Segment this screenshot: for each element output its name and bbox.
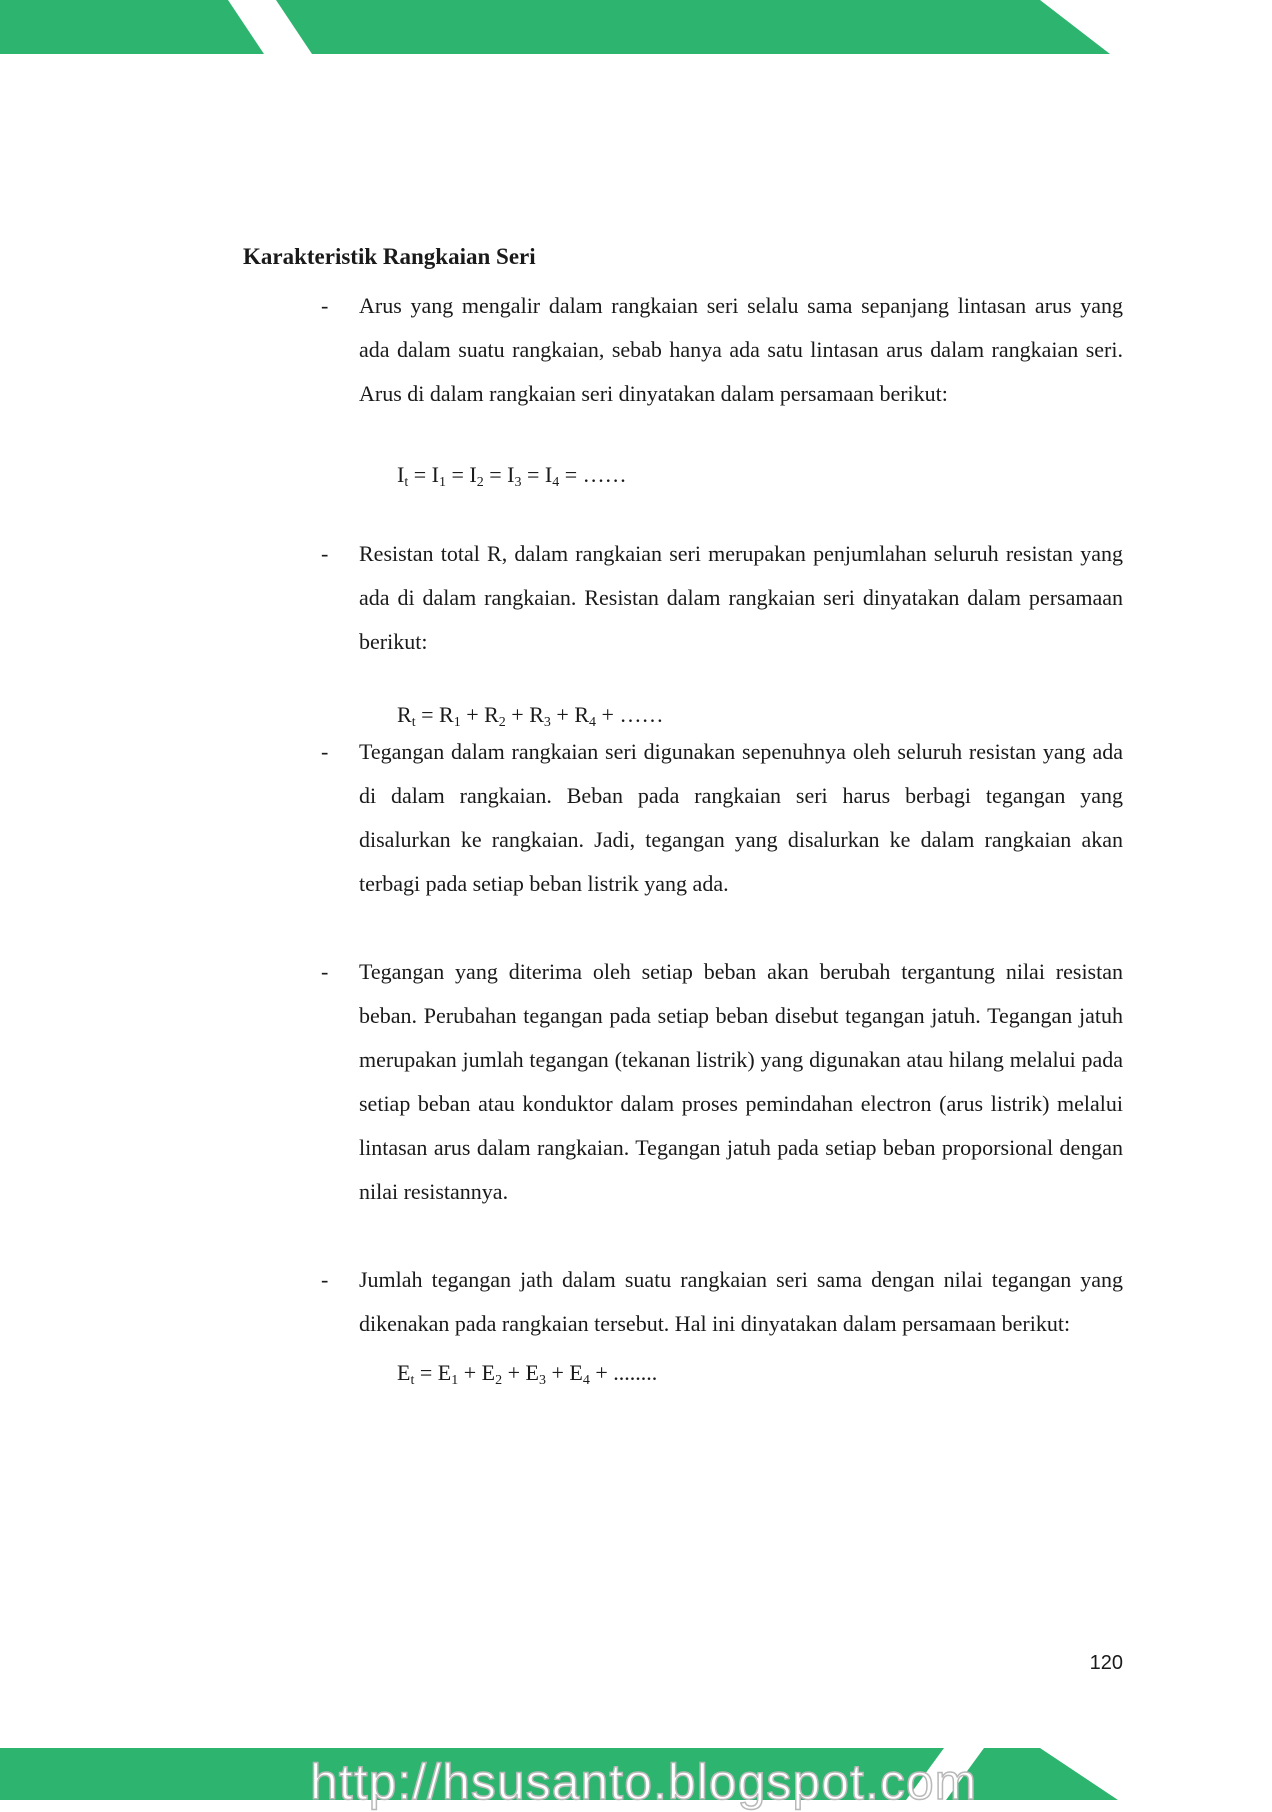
bullet-dash: - [321, 293, 329, 318]
top-band-main-segment [276, 0, 1110, 54]
item-text: Tegangan yang diterima oleh setiap beban akan berubah tergantung nilai resistan beban. Perubahan tegangan pada setiap beban disebut tegangan jatuh. Tegangan jatuh merupakan jumlah tegangan (tekanan listrik) yang digunakan atau hilang melalui pada setiap beban atau konduktor dalam proses pemindahan electron (arus listrik) melalui lintasan arus dalam rangkaian. Tegangan jatuh pada setiap beban proporsional dengan nilai resistannya. [359, 959, 1123, 1204]
top-band-left-segment [0, 0, 264, 54]
page-content [243, 242, 1123, 1388]
list-item [321, 950, 1123, 1214]
bullet-dash: - [321, 541, 329, 566]
list-item [321, 284, 1123, 416]
top-decorative-band [0, 0, 1272, 56]
bullet-dash: - [321, 739, 329, 764]
item-text: Jumlah tegangan jath dalam suatu rangkaian seri sama dengan nilai tegangan yang dikenakan pada rangkaian tersebut. Hal ini dinyatakan dalam persamaan berikut: [359, 1267, 1123, 1336]
section-heading: Karakteristik Rangkaian Seri [243, 244, 536, 269]
list-item [321, 532, 1123, 664]
list-item [321, 730, 1123, 906]
resistance-equation: $R_t = R_1 + R_2 + R_3 + R_4$ + …… [397, 702, 664, 730]
bullet-dash: - [321, 959, 329, 984]
current-equation: $I_t = I_1 = I_2 = I_3 = I_4$ = …… [397, 462, 627, 490]
watermark-url: http://hsusanto.blogspot.com [310, 1754, 978, 1810]
item-text: Resistan total R, dalam rangkaian seri merupakan penjumlahan seluruh resistan yang ada di dalam rangkaian. Resistan dalam rangkaian seri dinyatakan dalam persamaan berikut: [359, 541, 1123, 654]
list-item [321, 1258, 1123, 1346]
bullet-dash: - [321, 1267, 329, 1292]
item-text: Arus yang mengalir dalam rangkaian seri selalu sama sepanjang lintasan arus yang ada dalam suatu rangkaian, sebab hanya ada satu lintasan arus dalam rangkaian seri. Arus di dalam rangkaian seri dinyatakan dalam persamaan berikut: [359, 293, 1123, 406]
page-number: 120 [1089, 1652, 1123, 1674]
voltage-equation: $E_t = E_1 + E_2 + E_3 + E_4$ + ........ [397, 1360, 658, 1388]
item-text: Tegangan dalam rangkaian seri digunakan sepenuhnya oleh seluruh resistan yang ada di dalam rangkaian. Beban pada rangkaian seri harus berbagi tegangan yang disalurkan ke rangkaian. Jadi, tegangan yang disalurkan ke dalam rangkaian akan terbagi pada setiap beban listrik yang ada. [359, 739, 1123, 896]
